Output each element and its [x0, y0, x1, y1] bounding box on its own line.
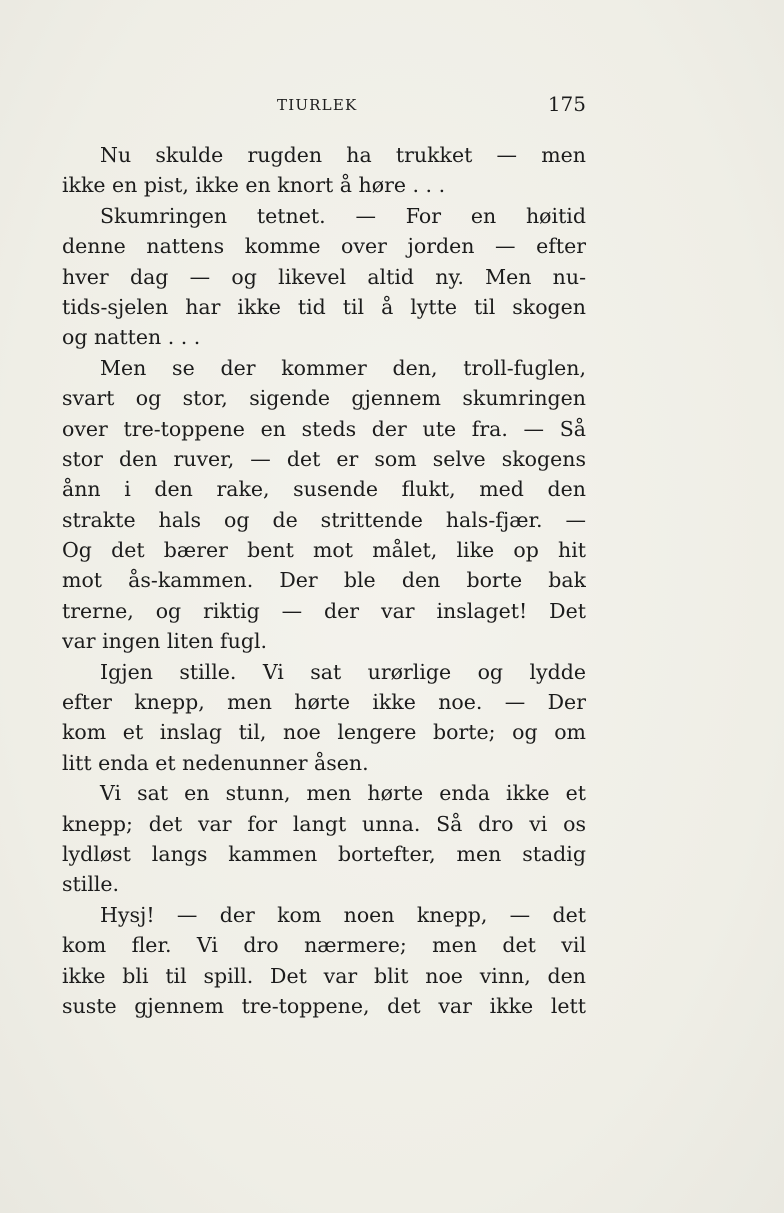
text-line: Vi sat en stunn, men hørte enda ikke et: [100, 781, 586, 806]
text-line: efter knepp, men hørte ikke noe. — Der: [62, 690, 586, 715]
text-line: ånn i den rake, susende flukt, med den: [62, 477, 586, 502]
text-line: over tre-toppene en steds der ute fra. — Så: [62, 416, 586, 441]
text-line: hver dag — og likevel altid ny. Men nu-: [62, 264, 586, 289]
text-line: kom fler. Vi dro nærmere; men det vil: [62, 933, 586, 958]
text-line: lydløst langs kammen bortefter, men stadig: [62, 841, 586, 866]
text-line: litt enda et nedenunner åsen.: [62, 750, 369, 775]
page-number: 175: [547, 92, 586, 116]
text-line: kom et inslag til, noe lengere borte; og om: [62, 720, 586, 745]
text-line: trerne, og riktig — der var inslaget! Det: [62, 598, 586, 623]
text-line: tids-sjelen har ikke tid til å lytte til skogen: [62, 294, 586, 319]
text-line: ikke en pist, ikke en knort å høre . . .: [62, 173, 446, 198]
text-line: stille.: [62, 872, 120, 897]
text-line: knepp; det var for langt unna. Så dro vi os: [62, 811, 586, 836]
text-line: Og det bærer bent mot målet, like op hit: [62, 538, 586, 563]
running-title: TIURLEK: [277, 96, 358, 114]
text-line: og natten . . .: [62, 325, 201, 350]
text-line: Hysj! — der kom noen knepp, — det: [100, 902, 586, 927]
text-line: svart og stor, sigende gjennem skumringen: [62, 386, 586, 411]
text-line: Men se der kommer den, troll-fuglen,: [100, 355, 586, 380]
text-line: suste gjennem tre-toppene, det var ikke lett: [62, 993, 586, 1018]
text-line: mot ås-kammen. Der ble den borte bak: [62, 568, 586, 593]
text-line: Skumringen tetnet. — For en høitid: [100, 203, 586, 228]
body-text: [62, 140, 586, 1021]
text-line: strakte hals og de strittende hals-fjær. —: [62, 507, 586, 532]
text-line: Nu skulde rugden ha trukket — men: [100, 143, 586, 167]
text-line: stor den ruver, — det er som selve skogens: [62, 446, 586, 471]
text-line: denne nattens komme over jorden — efter: [62, 234, 586, 259]
running-head: [62, 92, 586, 124]
text-line: Igjen stille. Vi sat urørlige og lydde: [100, 659, 586, 684]
text-line: ikke bli til spill. Det var blit noe vinn, den: [62, 963, 586, 988]
text-line: var ingen liten fugl.: [62, 629, 268, 654]
